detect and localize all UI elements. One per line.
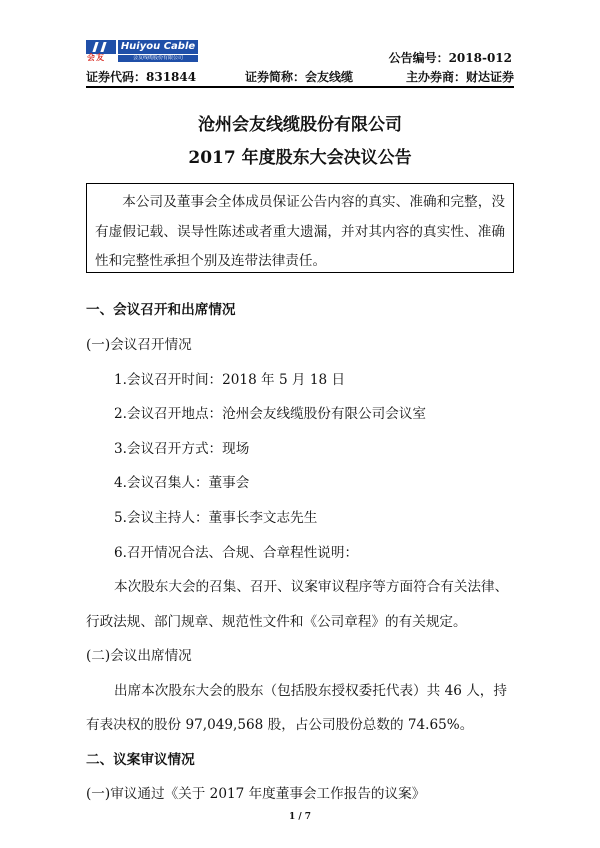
securities-short-name: 证券简称：会友线缆	[245, 70, 354, 84]
list-item: 1.会议召开时间：2018 年 5 月 18 日	[114, 372, 346, 388]
list-item: 3.会议召开方式：现场	[114, 441, 250, 457]
sponsor-broker: 主办券商：财达证券	[405, 70, 514, 84]
notice-box: 本公司及董事会全体成员保证公告内容的真实、准确和完整，没有虚假记载、误导性陈述或者重大遗漏，并对其内容的真实性、准确性和完整性承担个别及连带法律责任。	[86, 183, 514, 273]
securities-code: 证券代码：831844	[86, 70, 197, 84]
section-heading-2: 二、议案审议情况	[86, 752, 195, 768]
announcement-number: 公告编号：2018-012	[388, 51, 512, 65]
page-number: 1 / 7	[288, 812, 312, 822]
logo-brand: 会友	[87, 53, 105, 62]
list-item: 2.会议召开地点：沧州会友线缆股份有限公司会议室	[114, 406, 427, 422]
paragraph-line: 有表决权的股份 97,049,568 股，占公司股份总数的 74.65%。	[86, 717, 474, 733]
paragraph-line: 本次股东大会的召集、召开、议案审议程序等方面符合有关法律、	[114, 579, 509, 595]
section-heading-1: 一、会议召开和出席情况	[86, 302, 236, 318]
list-item: 6.召开情况合法、合规、合章程性说明：	[114, 545, 359, 561]
company-logo	[86, 40, 198, 64]
document-title: 2017 年度股东大会决议公告	[188, 148, 412, 168]
paragraph-line: 出席本次股东大会的股东（包括股东授权委托代表）共 46 人，持	[114, 683, 507, 699]
subsection-heading-2: (二)会议出席情况	[86, 648, 192, 664]
header-info-row	[86, 68, 514, 84]
subsection-heading-3: (一)审议通过《关于 2017 年度董事会工作报告的议案》	[86, 786, 426, 802]
logo-wordmark: Huiyou Cable	[118, 40, 198, 54]
header-divider	[86, 86, 514, 88]
paragraph-line: 行政法规、部门规章、规范性文件和《公司章程》的有关规定。	[86, 614, 467, 630]
document-title-company: 沧州会友线缆股份有限公司	[198, 115, 402, 135]
list-item: 4.会议召集人：董事会	[114, 475, 250, 491]
logo-mark-icon	[86, 40, 116, 54]
logo-tagline: 会友线缆股份有限公司	[118, 55, 198, 62]
subsection-heading-1: (一)会议召开情况	[86, 337, 192, 353]
list-item: 5.会议主持人：董事长李文志先生	[114, 510, 318, 526]
